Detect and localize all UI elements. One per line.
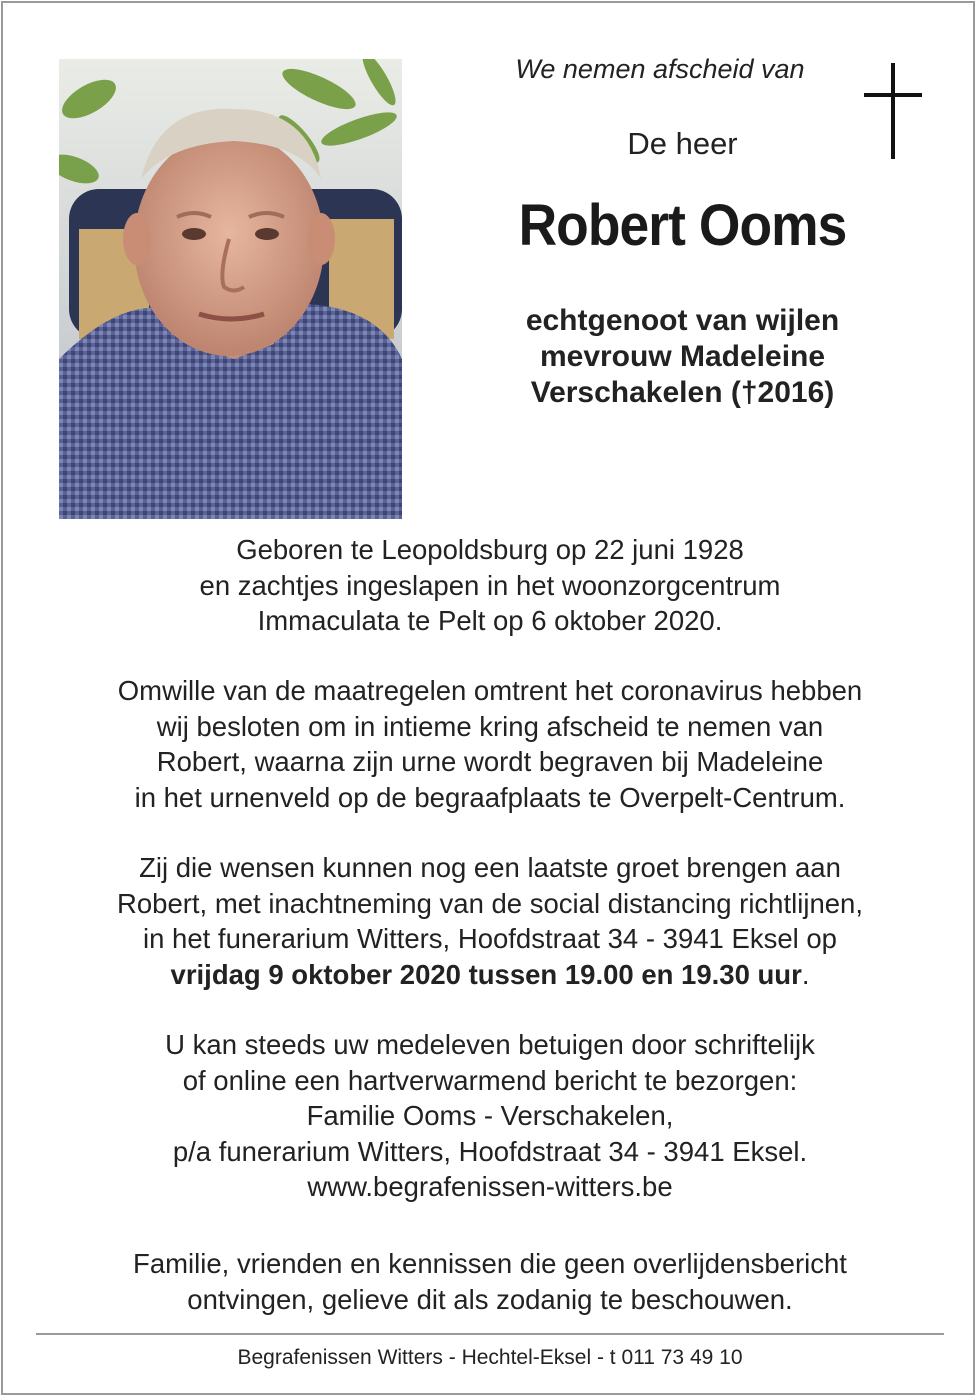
visitation-datetime: vrijdag 9 oktober 2020 tussen 19.00 en 19.30 uur bbox=[170, 958, 802, 990]
paragraph-line: in het funerarium Witters, Hoofdstraat 34 - 3941 Eksel op bbox=[143, 923, 837, 954]
visitation-datetime-line bbox=[30, 957, 950, 993]
notice-paragraph bbox=[30, 1246, 950, 1317]
condolences-paragraph bbox=[30, 1027, 950, 1205]
honorific-title: De heer bbox=[627, 126, 738, 161]
paragraph-line: in het urnenveld op de begraafplaats te Overpelt-Centrum. bbox=[134, 781, 846, 813]
visitation-datetime-end: . bbox=[801, 958, 810, 990]
paragraph-line: Geboren te Leopoldsburg op 22 juni 1928 bbox=[236, 534, 744, 565]
paragraph-line: Zij die wensen kunnen nog een laatste groet brengen aan bbox=[139, 852, 841, 883]
paragraph-line: of online een hartverwarmend bericht te bezorgen: bbox=[182, 1064, 798, 1096]
spouse-line: echtgenoot van wijlen bbox=[525, 304, 840, 337]
deceased-name: Robert Ooms bbox=[518, 193, 847, 258]
spouse-info bbox=[440, 303, 925, 411]
paragraph-line: Familie, vrienden en kennissen die geen overlijdensbericht bbox=[133, 1248, 847, 1279]
paragraph-line: Immaculata te Pelt op 6 oktober 2020. bbox=[257, 605, 723, 636]
paragraph-line: Robert, met inachtneming van de social distancing richtlijnen, bbox=[117, 887, 863, 919]
portrait-photo bbox=[59, 59, 402, 519]
paragraph-line: p/a funerarium Witters, Hoofdstraat 34 - 3941 Eksel. bbox=[172, 1135, 808, 1167]
paragraph-line: U kan steeds uw medeleven betuigen door schriftelijk bbox=[165, 1029, 815, 1060]
paragraph-line: wij besloten om in intieme kring afscheid te nemen van bbox=[156, 710, 824, 742]
paragraph-line: en zachtjes ingeslapen in het woonzorgcentrum bbox=[199, 569, 781, 601]
birth-death-paragraph bbox=[30, 532, 950, 639]
ceremony-paragraph bbox=[30, 673, 950, 815]
visitation-paragraph bbox=[30, 850, 950, 992]
footer-text: Begrafenissen Witters - Hechtel-Eksel - t 011 73 49 10 bbox=[237, 1346, 743, 1369]
spouse-line: mevrouw Madeleine bbox=[539, 340, 826, 373]
website-link[interactable]: www.begrafenissen-witters.be bbox=[307, 1171, 673, 1202]
intro-text: We nemen afscheid van bbox=[515, 54, 805, 84]
footer-divider bbox=[36, 1333, 944, 1335]
paragraph-line: ontvingen, gelieve dit als zodanig te beschouwen. bbox=[187, 1283, 793, 1315]
spouse-line: Verschakelen (†2016) bbox=[530, 376, 835, 409]
paragraph-line: Omwille van de maatregelen omtrent het coronavirus hebben bbox=[117, 675, 863, 706]
paragraph-line: Robert, waarna zijn urne wordt begraven bij Madeleine bbox=[156, 746, 824, 777]
paragraph-line: Familie Ooms - Verschakelen, bbox=[306, 1100, 674, 1131]
